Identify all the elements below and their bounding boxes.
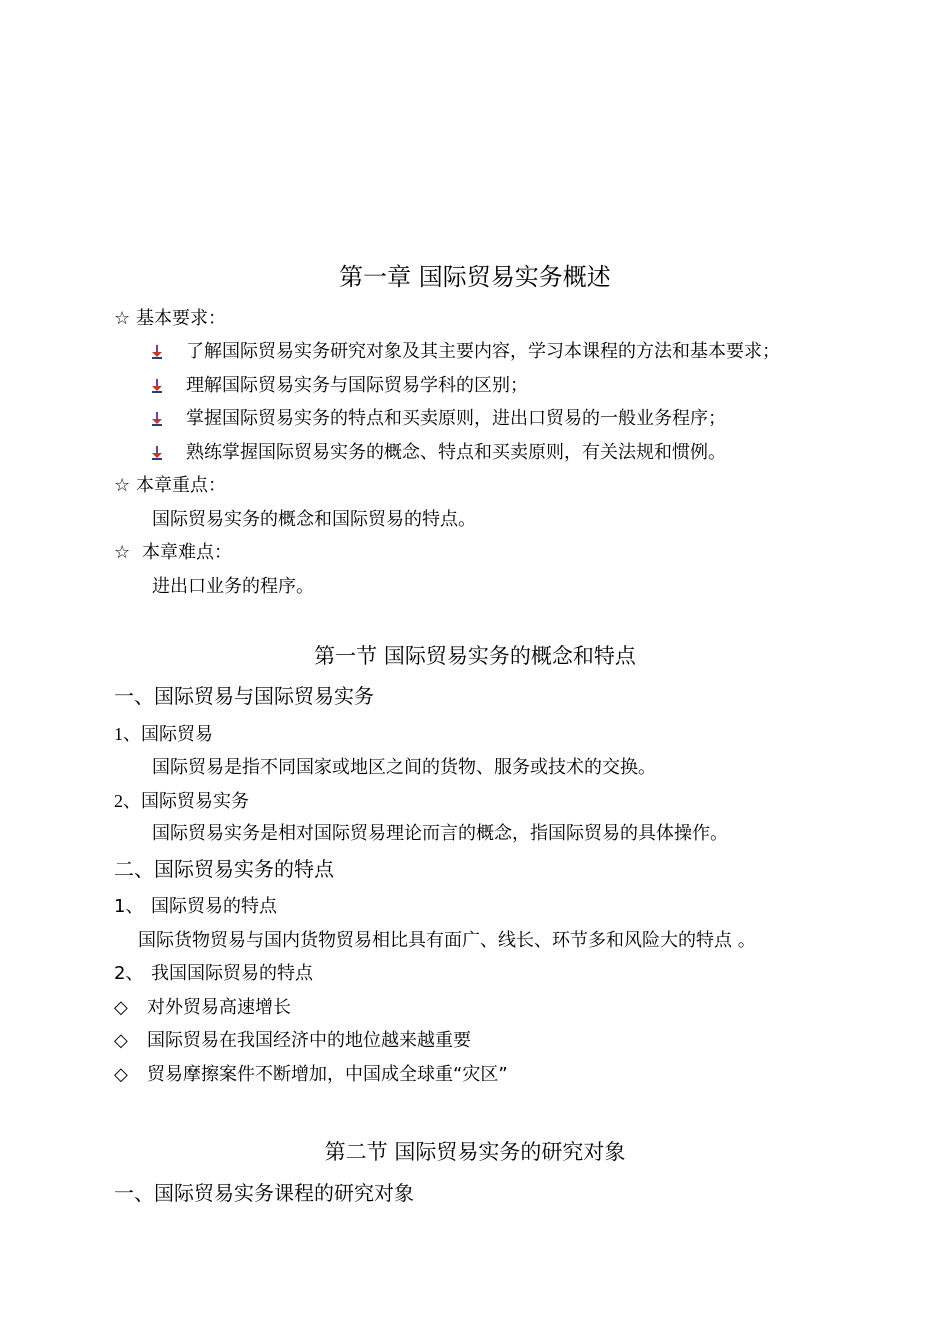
difficult-points-heading bbox=[114, 541, 232, 565]
key-points-heading bbox=[114, 474, 226, 498]
item-number: 1、 bbox=[114, 724, 141, 744]
diamond-list-item bbox=[114, 996, 291, 1020]
section1-part1-item1-text: 国际贸易是指不同国家或地区之间的货物、服务或技术的交换。 bbox=[152, 757, 656, 778]
section1-part1-item1-heading bbox=[114, 722, 213, 747]
key-points-label: 本章重点： bbox=[136, 475, 226, 496]
star-icon: ☆ bbox=[114, 308, 131, 329]
item-number: 1、 bbox=[114, 896, 144, 917]
chapter-title: 第一章 国际贸易实务概述 bbox=[339, 263, 611, 291]
diamond-list-item bbox=[114, 1063, 508, 1087]
section1-part2-heading: 二、国际贸易实务的特点 bbox=[114, 857, 334, 881]
section2-title: 第二节 国际贸易实务的研究对象 bbox=[324, 1140, 626, 1164]
arrow-bullet-icon bbox=[150, 446, 164, 460]
item-title: 国际贸易 bbox=[141, 724, 213, 745]
section1-part2-item1-heading bbox=[114, 895, 277, 919]
diamond-item-text: 贸易摩擦案件不断增加，中国成全球重“灾区” bbox=[147, 1064, 508, 1085]
difficult-points-label: 本章难点： bbox=[142, 542, 232, 563]
requirement-item: 掌握国际贸易实务的特点和买卖原则，进出口贸易的一般业务程序； bbox=[186, 408, 726, 429]
key-points-text: 国际贸易实务的概念和国际贸易的特点。 bbox=[152, 509, 476, 530]
diamond-icon: ◇ bbox=[114, 1064, 128, 1085]
section2-part1-heading: 一、国际贸易实务课程的研究对象 bbox=[114, 1181, 414, 1205]
star-icon: ☆ bbox=[114, 542, 131, 563]
requirement-item: 了解国际贸易实务研究对象及其主要内容，学习本课程的方法和基本要求； bbox=[186, 341, 780, 362]
section1-part2-item1-text: 国际货物贸易与国内货物贸易相比具有面广、线长、环节多和风险大的特点 。 bbox=[138, 930, 756, 951]
item-title: 国际贸易的特点 bbox=[151, 896, 277, 917]
item-title: 我国国际贸易的特点 bbox=[151, 963, 313, 984]
section1-title: 第一节 国际贸易实务的概念和特点 bbox=[314, 644, 636, 668]
section1-part1-item2-text: 国际贸易实务是相对国际贸易理论而言的概念，指国际贸易的具体操作。 bbox=[152, 823, 728, 844]
diamond-icon: ◇ bbox=[114, 1030, 128, 1051]
difficult-points-text: 进出口业务的程序。 bbox=[152, 576, 314, 597]
requirement-item: 理解国际贸易实务与国际贸易学科的区别； bbox=[186, 375, 528, 396]
section1-part1-heading: 一、国际贸易与国际贸易实务 bbox=[114, 684, 374, 708]
arrow-bullet-icon bbox=[150, 412, 164, 426]
arrow-bullet-icon bbox=[150, 379, 164, 393]
diamond-item-text: 国际贸易在我国经济中的地位越来越重要 bbox=[147, 1030, 471, 1051]
item-number: 2、 bbox=[114, 791, 141, 811]
arrow-bullet-icon bbox=[150, 345, 164, 359]
diamond-list-item bbox=[114, 1029, 471, 1053]
section1-part1-item2-heading bbox=[114, 789, 249, 814]
item-number: 2、 bbox=[114, 963, 144, 984]
basic-requirements-label: 基本要求： bbox=[136, 308, 226, 329]
item-title: 国际贸易实务 bbox=[141, 791, 249, 812]
requirement-item: 熟练掌握国际贸易实务的概念、特点和买卖原则，有关法规和惯例。 bbox=[186, 442, 726, 463]
section1-part2-item2-heading bbox=[114, 962, 313, 986]
diamond-item-text: 对外贸易高速增长 bbox=[147, 997, 291, 1018]
diamond-icon: ◇ bbox=[114, 997, 128, 1018]
star-icon: ☆ bbox=[114, 475, 131, 496]
basic-requirements-heading bbox=[114, 307, 226, 331]
